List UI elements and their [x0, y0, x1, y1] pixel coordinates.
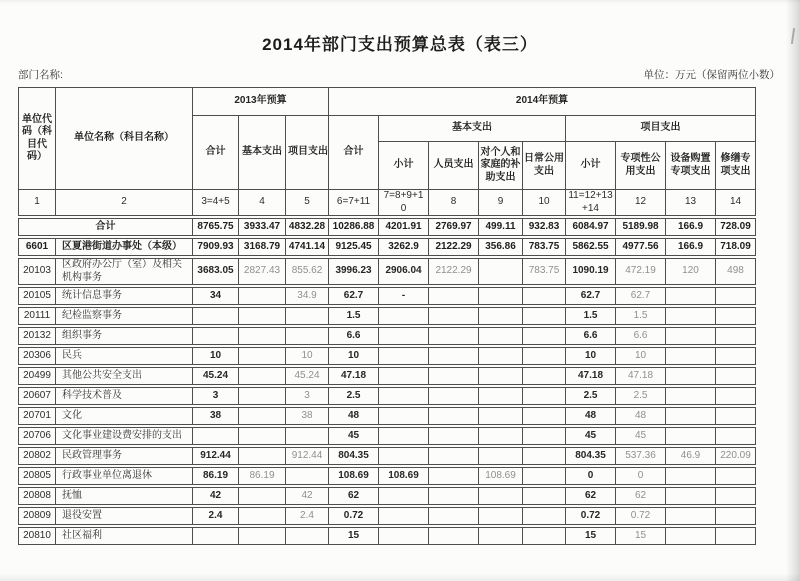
cell-value: [523, 348, 566, 365]
department-name-label: 部门名称:: [18, 69, 63, 81]
group-header-2014-basic: 基本支出: [379, 116, 566, 142]
column-index-cell: 10: [523, 190, 566, 216]
cell-unit-code: 20306: [19, 348, 56, 365]
page-title: 2014年部门支出预算总表（表三）: [262, 35, 538, 54]
cell-value: 0: [566, 468, 616, 485]
cell-value: [666, 508, 716, 525]
budget-table: [18, 87, 756, 545]
cell-value: [193, 428, 239, 445]
cell-value: 0.72: [329, 508, 379, 525]
table-row: [19, 428, 756, 445]
cell-unit-name: 科学技术普及: [56, 388, 193, 405]
cell-value: 62: [329, 488, 379, 505]
cell-value: [286, 328, 329, 345]
cell-value: [429, 308, 479, 325]
cell-value: [239, 488, 286, 505]
cell-value: [379, 368, 429, 385]
cell-value: 6.6: [616, 328, 666, 345]
cell-unit-name: 退役安置: [56, 508, 193, 525]
cell-value: 108.69: [379, 468, 429, 485]
cell-value: 5189.98: [616, 219, 666, 236]
cell-value: 804.35: [329, 448, 379, 465]
cell-value: [666, 488, 716, 505]
cell-value: 783.75: [523, 259, 566, 285]
column-index-cell: 5: [286, 190, 329, 216]
cell-value: [429, 388, 479, 405]
cell-value: 6.6: [566, 328, 616, 345]
cell-value: 45: [566, 428, 616, 445]
cell-value: [429, 508, 479, 525]
cell-value: 728.09: [716, 219, 756, 236]
cell-value: 2.5: [566, 388, 616, 405]
cell-value: [379, 388, 429, 405]
cell-unit-name: 区夏港街道办事处（本级）: [56, 239, 193, 256]
cell-value: 7909.93: [193, 239, 239, 256]
cell-value: 42: [193, 488, 239, 505]
cell-value: [379, 428, 429, 445]
cell-value: [716, 488, 756, 505]
cell-value: 45: [329, 428, 379, 445]
cell-value: 9125.45: [329, 239, 379, 256]
cell-value: [239, 408, 286, 425]
cell-value: [523, 408, 566, 425]
cell-value: 47.18: [566, 368, 616, 385]
column-index-cell: 8: [429, 190, 479, 216]
column-index-cell: 6=7+11: [329, 190, 379, 216]
cell-unit-code: 20103: [19, 259, 56, 285]
cell-unit-code: 20802: [19, 448, 56, 465]
cell-value: 804.35: [566, 448, 616, 465]
col-header-unit-code: 单位代码（科目代码）: [19, 88, 56, 190]
cell-value: 10: [286, 348, 329, 365]
table-row: [19, 368, 756, 385]
group-header-2014-project: 项目支出: [566, 116, 756, 142]
scan-shadow-bottom: [0, 573, 800, 581]
col-header-renovation-expense: 修缮专项支出: [716, 142, 756, 190]
cell-value: 2906.04: [379, 259, 429, 285]
scan-shadow-right: [786, 0, 800, 581]
table-row: [19, 488, 756, 505]
cell-value: 3168.79: [239, 239, 286, 256]
cell-unit-code: 20132: [19, 328, 56, 345]
cell-value: 42: [286, 488, 329, 505]
cell-unit-name: 组织事务: [56, 328, 193, 345]
cell-unit-code: 20105: [19, 288, 56, 305]
cell-value: 1090.19: [566, 259, 616, 285]
table-row: [19, 448, 756, 465]
cell-unit-code: 20499: [19, 368, 56, 385]
cell-unit-code: 20809: [19, 508, 56, 525]
cell-value: [429, 328, 479, 345]
col-header-unit-name: 单位名称（科目名称）: [56, 88, 193, 190]
cell-value: 10: [329, 348, 379, 365]
cell-value: 62.7: [329, 288, 379, 305]
cell-value: [286, 428, 329, 445]
cell-value: [479, 528, 523, 545]
cell-value: [429, 348, 479, 365]
cell-value: 10286.88: [329, 219, 379, 236]
col-header-personnel-expense: 人员支出: [429, 142, 479, 190]
cell-value: [429, 528, 479, 545]
cell-value: [193, 308, 239, 325]
table-row: [19, 259, 756, 285]
cell-value: 45.24: [193, 368, 239, 385]
cell-value: [286, 308, 329, 325]
cell-value: [523, 388, 566, 405]
cell-value: [523, 488, 566, 505]
cell-value: [716, 408, 756, 425]
col-header-project-subtotal: 小计: [566, 142, 616, 190]
cell-value: 6.6: [329, 328, 379, 345]
cell-unit-code: 20701: [19, 408, 56, 425]
column-index-row: [19, 190, 756, 216]
col-header-basic-subtotal: 小计: [379, 142, 429, 190]
cell-value: 3683.05: [193, 259, 239, 285]
meta-row: [18, 67, 780, 82]
cell-value: 4741.14: [286, 239, 329, 256]
cell-value: 220.09: [716, 448, 756, 465]
table-row: [19, 528, 756, 545]
column-index-cell: 3=4+5: [193, 190, 239, 216]
table-row: [19, 468, 756, 485]
grand-total-label: 合计: [19, 219, 193, 236]
cell-value: [429, 288, 479, 305]
col-header-daily-public-expense: 日常公用支出: [523, 142, 566, 190]
cell-value: [239, 288, 286, 305]
cell-value: [239, 508, 286, 525]
cell-value: [479, 288, 523, 305]
cell-value: 2769.97: [429, 219, 479, 236]
cell-value: [666, 328, 716, 345]
cell-value: 46.9: [666, 448, 716, 465]
cell-value: 472.19: [616, 259, 666, 285]
cell-unit-name: 纪检监察事务: [56, 308, 193, 325]
cell-value: [429, 468, 479, 485]
cell-value: 3: [193, 388, 239, 405]
cell-value: 62.7: [616, 288, 666, 305]
cell-unit-name: 民兵: [56, 348, 193, 365]
cell-value: 2122.29: [429, 239, 479, 256]
cell-value: [379, 528, 429, 545]
column-index-cell: 12: [616, 190, 666, 216]
cell-value: [379, 448, 429, 465]
cell-value: [479, 328, 523, 345]
col-header-special-public-expense: 专项性公用支出: [616, 142, 666, 190]
cell-value: [193, 328, 239, 345]
group-header-2013-budget: 2013年预算: [193, 88, 329, 116]
cell-value: [239, 308, 286, 325]
cell-value: 499.11: [479, 219, 523, 236]
column-index-cell: 11=12+13+14: [566, 190, 616, 216]
cell-value: [286, 468, 329, 485]
cell-value: 47.18: [329, 368, 379, 385]
cell-unit-code: 20111: [19, 308, 56, 325]
cell-value: [666, 528, 716, 545]
cell-value: 3: [286, 388, 329, 405]
cell-value: 86.19: [239, 468, 286, 485]
cell-value: [239, 388, 286, 405]
cell-value: [666, 468, 716, 485]
cell-value: 47.18: [616, 368, 666, 385]
cell-unit-code: 20805: [19, 468, 56, 485]
cell-value: [523, 288, 566, 305]
table-body: [19, 216, 756, 545]
cell-value: 62: [566, 488, 616, 505]
cell-unit-name: 民政管理事务: [56, 448, 193, 465]
cell-value: [429, 488, 479, 505]
cell-value: [379, 488, 429, 505]
cell-value: 932.83: [523, 219, 566, 236]
cell-value: [666, 408, 716, 425]
cell-unit-code: 20706: [19, 428, 56, 445]
cell-value: 10: [193, 348, 239, 365]
cell-value: 34.9: [286, 288, 329, 305]
cell-value: 498: [716, 259, 756, 285]
cell-value: [716, 428, 756, 445]
col-header-2014-total: 合计: [329, 116, 379, 190]
cell-value: 108.69: [329, 468, 379, 485]
cell-value: [429, 428, 479, 445]
table-row: [19, 408, 756, 425]
cell-value: 108.69: [479, 468, 523, 485]
cell-value: 48: [616, 408, 666, 425]
cell-value: 86.19: [193, 468, 239, 485]
cell-value: [379, 508, 429, 525]
cell-value: [523, 428, 566, 445]
cell-value: [666, 388, 716, 405]
cell-value: [479, 508, 523, 525]
cell-value: [379, 408, 429, 425]
cell-value: 34: [193, 288, 239, 305]
cell-value: [716, 528, 756, 545]
cell-unit-code: 20808: [19, 488, 56, 505]
cell-value: [716, 388, 756, 405]
cell-value: 10: [616, 348, 666, 365]
cell-value: [239, 428, 286, 445]
cell-value: 2.5: [329, 388, 379, 405]
cell-value: 2827.43: [239, 259, 286, 285]
cell-value: 855.62: [286, 259, 329, 285]
cell-value: 1.5: [616, 308, 666, 325]
col-header-2013-project: 项目支出: [286, 116, 329, 190]
table-row: [19, 508, 756, 525]
group-header-2014-budget: 2014年预算: [329, 88, 756, 116]
cell-value: [379, 328, 429, 345]
grand-total-row: [19, 219, 756, 236]
cell-value: [479, 308, 523, 325]
cell-unit-name: 文化事业建设费安排的支出: [56, 428, 193, 445]
cell-unit-name: 行政事业单位离退休: [56, 468, 193, 485]
table-row: [19, 239, 756, 256]
cell-value: 62: [616, 488, 666, 505]
cell-value: [239, 348, 286, 365]
cell-value: 0.72: [566, 508, 616, 525]
cell-value: 5862.55: [566, 239, 616, 256]
cell-value: [523, 528, 566, 545]
cell-value: [379, 308, 429, 325]
cell-value: [479, 428, 523, 445]
cell-value: 2.4: [193, 508, 239, 525]
cell-unit-name: 抚恤: [56, 488, 193, 505]
cell-value: [479, 408, 523, 425]
cell-value: [523, 448, 566, 465]
cell-value: -: [379, 288, 429, 305]
cell-value: [239, 528, 286, 545]
cell-value: 2.4: [286, 508, 329, 525]
cell-value: 2.5: [616, 388, 666, 405]
table-row: [19, 288, 756, 305]
column-index-cell: 4: [239, 190, 286, 216]
table-row: [19, 348, 756, 365]
cell-value: 783.75: [523, 239, 566, 256]
cell-value: [523, 328, 566, 345]
cell-value: [479, 488, 523, 505]
table-row: [19, 388, 756, 405]
cell-value: [429, 408, 479, 425]
cell-value: 45: [616, 428, 666, 445]
cell-value: [479, 259, 523, 285]
cell-value: [716, 308, 756, 325]
cell-value: 10: [566, 348, 616, 365]
cell-unit-name: 社区福利: [56, 528, 193, 545]
cell-value: 6084.97: [566, 219, 616, 236]
column-index-cell: 14: [716, 190, 756, 216]
cell-unit-name: 统计信息事务: [56, 288, 193, 305]
cell-value: 38: [193, 408, 239, 425]
cell-value: 166.9: [666, 219, 716, 236]
cell-value: [716, 328, 756, 345]
cell-value: [286, 528, 329, 545]
cell-value: 356.86: [479, 239, 523, 256]
col-header-equipment-purchase-expense: 设备购置专项支出: [666, 142, 716, 190]
cell-value: [523, 308, 566, 325]
cell-value: [666, 348, 716, 365]
cell-value: 15: [329, 528, 379, 545]
cell-value: 48: [329, 408, 379, 425]
column-index-cell: 7=8+9+10: [379, 190, 429, 216]
cell-value: 912.44: [286, 448, 329, 465]
cell-value: [716, 508, 756, 525]
col-header-2013-total: 合计: [193, 116, 239, 190]
cell-value: [193, 528, 239, 545]
cell-value: 45.24: [286, 368, 329, 385]
cell-value: [379, 348, 429, 365]
cell-value: 3933.47: [239, 219, 286, 236]
cell-value: [479, 368, 523, 385]
cell-value: 537.36: [616, 448, 666, 465]
cell-value: 1.5: [566, 308, 616, 325]
header-row-groups: [19, 88, 756, 116]
cell-value: 1.5: [329, 308, 379, 325]
column-index-cell: 9: [479, 190, 523, 216]
cell-unit-name: 其他公共安全支出: [56, 368, 193, 385]
cell-value: [716, 368, 756, 385]
cell-value: 4832.28: [286, 219, 329, 236]
cell-value: [239, 368, 286, 385]
cell-value: [429, 448, 479, 465]
cell-value: 4201.91: [379, 219, 429, 236]
cell-value: [666, 288, 716, 305]
cell-value: 120: [666, 259, 716, 285]
column-index-cell: 13: [666, 190, 716, 216]
column-index-cell: 2: [56, 190, 193, 216]
cell-value: [479, 388, 523, 405]
cell-value: [716, 348, 756, 365]
table-row: [19, 328, 756, 345]
cell-value: 2122.29: [429, 259, 479, 285]
cell-value: [666, 428, 716, 445]
cell-unit-name: 文化: [56, 408, 193, 425]
cell-value: [239, 328, 286, 345]
cell-value: [479, 448, 523, 465]
cell-value: [666, 368, 716, 385]
cell-value: [479, 348, 523, 365]
cell-value: [716, 468, 756, 485]
cell-value: 38: [286, 408, 329, 425]
table-row: [19, 308, 756, 325]
cell-value: 3262.9: [379, 239, 429, 256]
cell-value: [239, 448, 286, 465]
cell-value: 4977.56: [616, 239, 666, 256]
table-header: [19, 88, 756, 216]
cell-value: [523, 468, 566, 485]
cell-unit-code: 20607: [19, 388, 56, 405]
cell-value: 8765.75: [193, 219, 239, 236]
cell-value: 15: [566, 528, 616, 545]
cell-value: 0.72: [616, 508, 666, 525]
cell-unit-name: 区政府办公厅（室）及相关机构事务: [56, 259, 193, 285]
cell-value: 3996.23: [329, 259, 379, 285]
col-header-2013-basic: 基本支出: [239, 116, 286, 190]
cell-value: 166.9: [666, 239, 716, 256]
cell-value: [666, 308, 716, 325]
cell-value: [523, 508, 566, 525]
unit-note: 单位：万元（保留两位小数）: [643, 69, 780, 81]
cell-value: 0: [616, 468, 666, 485]
cell-value: 912.44: [193, 448, 239, 465]
cell-unit-code: 6601: [19, 239, 56, 256]
cell-unit-code: 20810: [19, 528, 56, 545]
cell-value: [716, 288, 756, 305]
cell-value: 15: [616, 528, 666, 545]
cell-value: 718.09: [716, 239, 756, 256]
cell-value: 62.7: [566, 288, 616, 305]
cell-value: [523, 368, 566, 385]
column-index-cell: 1: [19, 190, 56, 216]
col-header-family-subsidy-expense: 对个人和家庭的补助支出: [479, 142, 523, 190]
cell-value: [429, 368, 479, 385]
cell-value: 48: [566, 408, 616, 425]
